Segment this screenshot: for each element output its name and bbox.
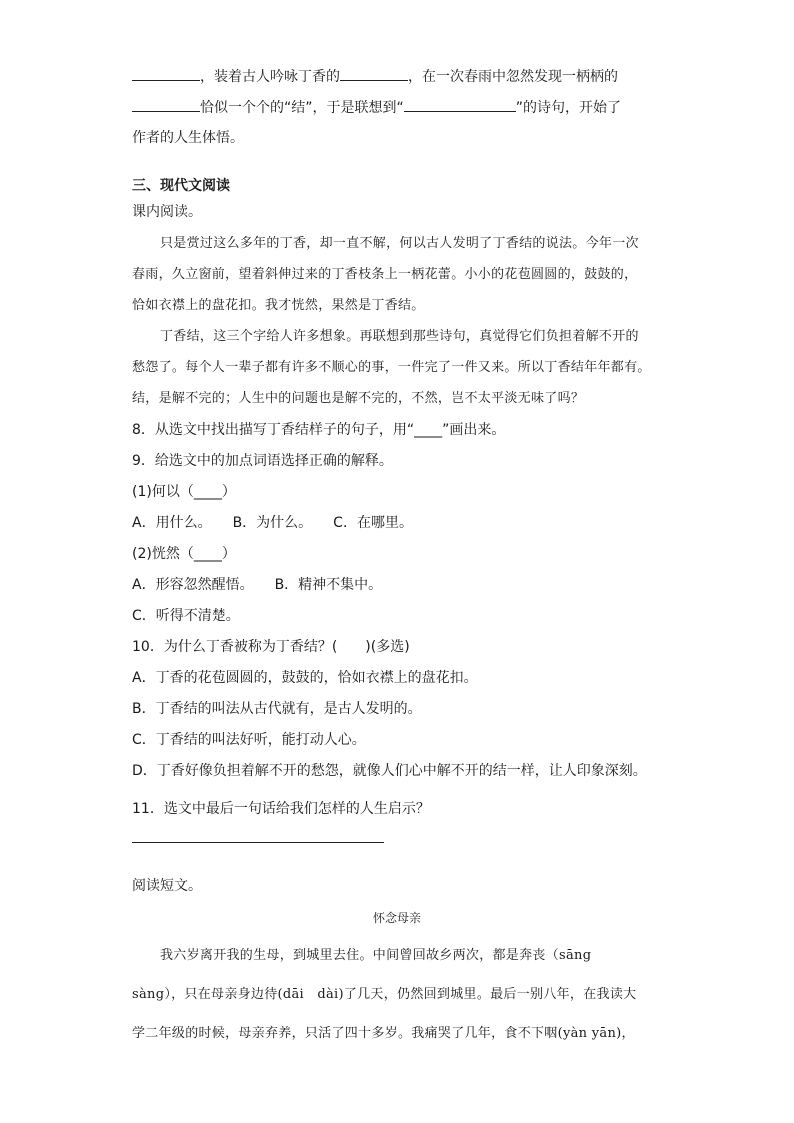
question-11-answer-line[interactable]: [132, 842, 384, 843]
passage-line: 恰如衣襟上的盘花扣。我才恍然，果然是丁香结。: [132, 298, 425, 313]
question-10: 10．为什么丁香被称为丁香结？( )(多选): [132, 639, 410, 655]
question-9-2-option-c: C．听得不清楚。: [132, 608, 240, 624]
short-reading-intro: 阅读短文。: [132, 878, 202, 894]
passage-line: 只是赏过这么多年的丁香，却一直不解，何以古人发明了丁香结的说法。今年一次: [160, 236, 639, 251]
short-passage-line: 我六岁离开我的生母，到城里去住。中间曾回故乡两次，都是奔丧（sāng: [160, 948, 592, 963]
fill-in-line-1: [132, 66, 618, 87]
fill-in-text: ，在一次春雨中忽然发现一柄柄的: [408, 69, 618, 85]
question-9: 9．给选文中的加点词语选择正确的解释。: [132, 453, 393, 469]
blank-4[interactable]: [404, 97, 516, 112]
question-10-option-a: A．丁香的花苞圆圆的，鼓鼓的，恰如衣襟上的盘花扣。: [132, 670, 478, 686]
question-9-2: (2)恍然（____）: [132, 546, 236, 562]
fill-in-line-3: 作者的人生体悟。: [132, 130, 244, 146]
short-passage-line: sàng），只在母亲身边待(dāi dài)了几天，仍然回到城里。最后一别八年，在我读大: [132, 987, 637, 1002]
short-passage-line: 学二年级的时候，母亲弃养，只活了四十多岁。我痛哭了几年，食不下咽(yàn yān)，: [132, 1026, 635, 1041]
question-9-2-options: A．形容忽然醒悟。 B．精神不集中。: [132, 577, 383, 593]
question-10-option-d: D．丁香好像负担着解不开的愁怨，就像人们心中解不开的结一样，让人印象深刻。: [132, 763, 647, 779]
passage-line: 愁怨了。每个人一辈子都有许多不顺心的事，一件完了一件又来。所以丁香结年年都有。: [132, 360, 651, 375]
fill-in-text: 恰似一个个的“结”，于是联想到“: [200, 100, 404, 116]
question-9-1-options: A．用什么。 B．为什么。 C．在哪里。: [132, 515, 413, 531]
section-heading: 三、现代文阅读: [132, 178, 230, 194]
question-8: 8．从选文中找出描写丁香结样子的句子，用“____”画出来。: [132, 422, 506, 438]
passage-line: 结，是解不完的；人生中的问题也是解不完的，不然，岂不太平淡无味了吗？: [132, 391, 585, 406]
blank-3[interactable]: [132, 97, 200, 112]
short-reading-title: 怀念母亲: [372, 911, 421, 925]
question-10-option-b: B．丁香结的叫法从古代就有，是古人发明的。: [132, 701, 422, 717]
question-9-1: (1)何以（____）: [132, 484, 236, 500]
blank-2[interactable]: [340, 66, 408, 81]
question-10-option-c: C．丁香结的叫法好听，能打动人心。: [132, 732, 366, 748]
blank-1[interactable]: [132, 66, 200, 81]
section-subheading: 课内阅读。: [132, 204, 202, 220]
fill-in-text: ，装着古人吟咏丁香的: [200, 69, 340, 85]
fill-in-line-2: [132, 97, 621, 118]
passage-line: 春雨，久立窗前，望着斜伸过来的丁香枝条上一柄花蕾。小小的花苞圆圆的，鼓鼓的，: [132, 267, 638, 282]
passage-line: 丁香结，这三个字给人许多想象。再联想到那些诗句，真觉得它们负担着解不开的: [160, 329, 639, 344]
question-11: 11．选文中最后一句话给我们怎样的人生启示？: [132, 801, 430, 817]
fill-in-text: ”的诗句，开始了: [515, 100, 622, 116]
